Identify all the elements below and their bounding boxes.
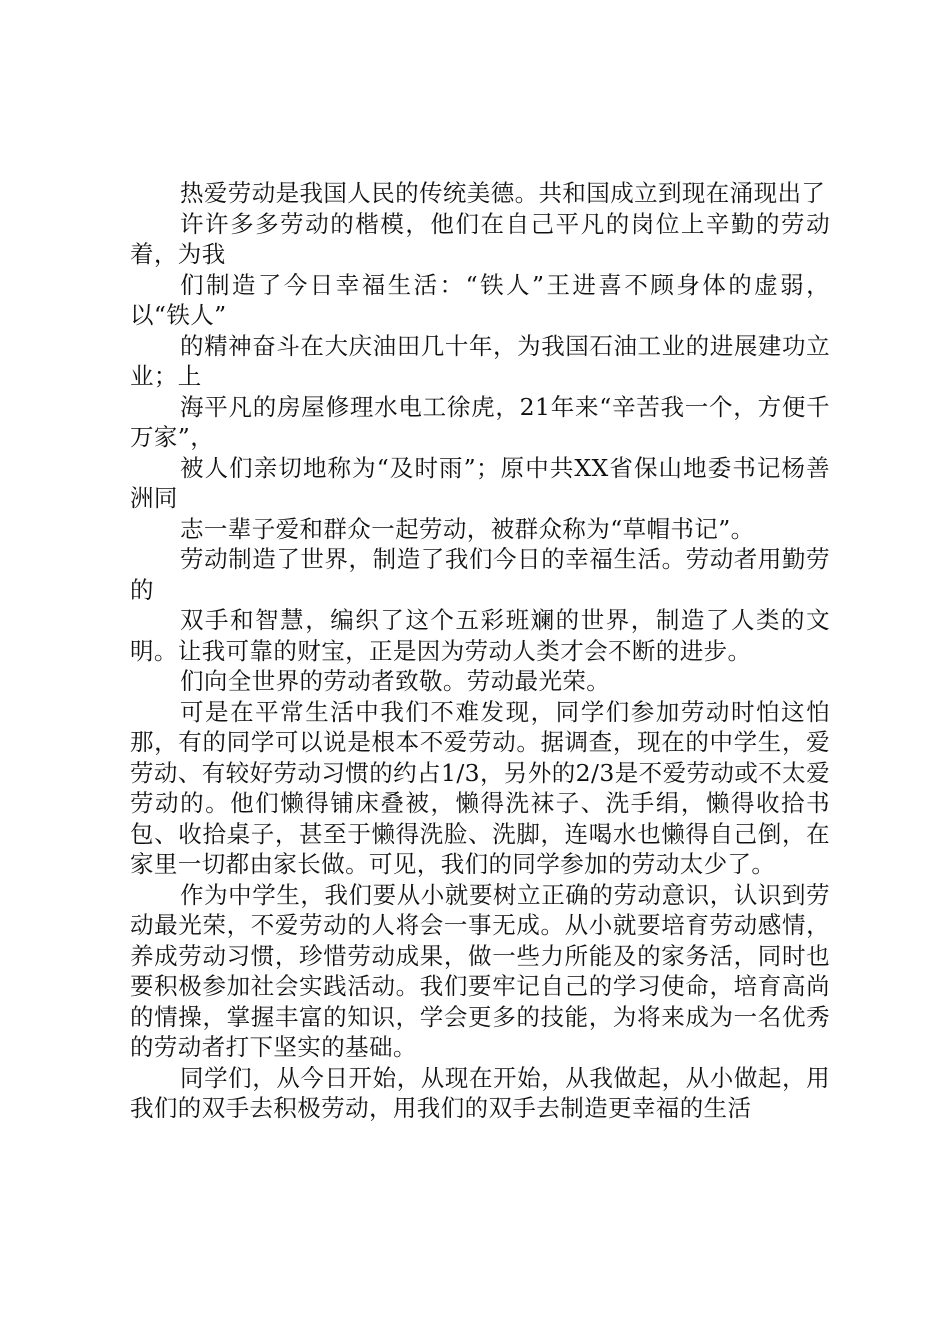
paragraph-9: 双手和智慧，编织了这个五彩班斓的世界，制造了人类的文明。让我可靠的财宝，正是因为劳动人类才会不断的进步。 — [130, 606, 830, 665]
paragraph-10: 们向全世界的劳动者致敬。劳动最光荣。 — [180, 667, 611, 695]
paragraph-7: 志一辈子爱和群众一起劳动，被群众称为“草帽书记”。 — [180, 514, 755, 543]
paragraph-11: 可是在平常生活中我们不难发现，同学们参加劳动时怕这怕那，有的同学可以说是根本不爱劳动。据调查，现在的中学生，爱劳动、有较好劳动习惯的约占1/3，另外的2/3是不爱劳动或不太爱劳动的。他们懒得铺床叠被，懒得洗袜子、洗手绢，懒得收拾书包、收拾桌子，甚至于懒得洗脸、洗脚，连喝水也懒得自己倒，在家里一切都由家长做。可见，我们的同学参加的劳动太少了。 — [130, 697, 830, 878]
paragraph-12: 作为中学生，我们要从小就要树立正确的劳动意识，认识到劳动最光荣，不爱劳动的人将会一事无成。从小就要培育劳动感情，养成劳动习惯，珍惜劳动成果，做一些力所能及的家务活，同时也要积极参加社会实践活动。我们要牢记自己的学习使命，培育高尚的情操，掌握丰富的知识，学会更多的技能，为将来成为一名优秀的劳动者打下坚实的基础。 — [130, 880, 830, 1061]
paragraph-13: 同学们，从今日开始，从现在开始，从我做起，从小做起，用我们的双手去积极劳动，用我们的双手去制造更幸福的生活 — [130, 1063, 830, 1122]
paragraph-6: 被人们亲切地称为“及时雨”；原中共XX省保山地委书记杨善洲同 — [130, 453, 830, 512]
paragraph-1: 热爱劳动是我国人民的传统美德。共和国成立到现在涌现出了 — [180, 179, 826, 207]
paragraph-4: 的精神奋斗在大庆油田几十年，为我国石油工业的进展建功立业；上 — [130, 331, 830, 390]
paragraph-2: 许许多多劳动的楷模，他们在自己平凡的岗位上辛勤的劳动着，为我 — [130, 209, 830, 268]
paragraph-5: 海平凡的房屋修理水电工徐虎，21年来“辛苦我一个，方便千万家”， — [130, 392, 830, 451]
paragraph-3: 们制造了今日幸福生活：“铁人”王进喜不顾身体的虚弱，以“铁人” — [130, 270, 830, 329]
paragraph-8: 劳动制造了世界，制造了我们今日的幸福生活。劳动者用勤劳的 — [130, 545, 830, 604]
document-body — [130, 178, 830, 1124]
